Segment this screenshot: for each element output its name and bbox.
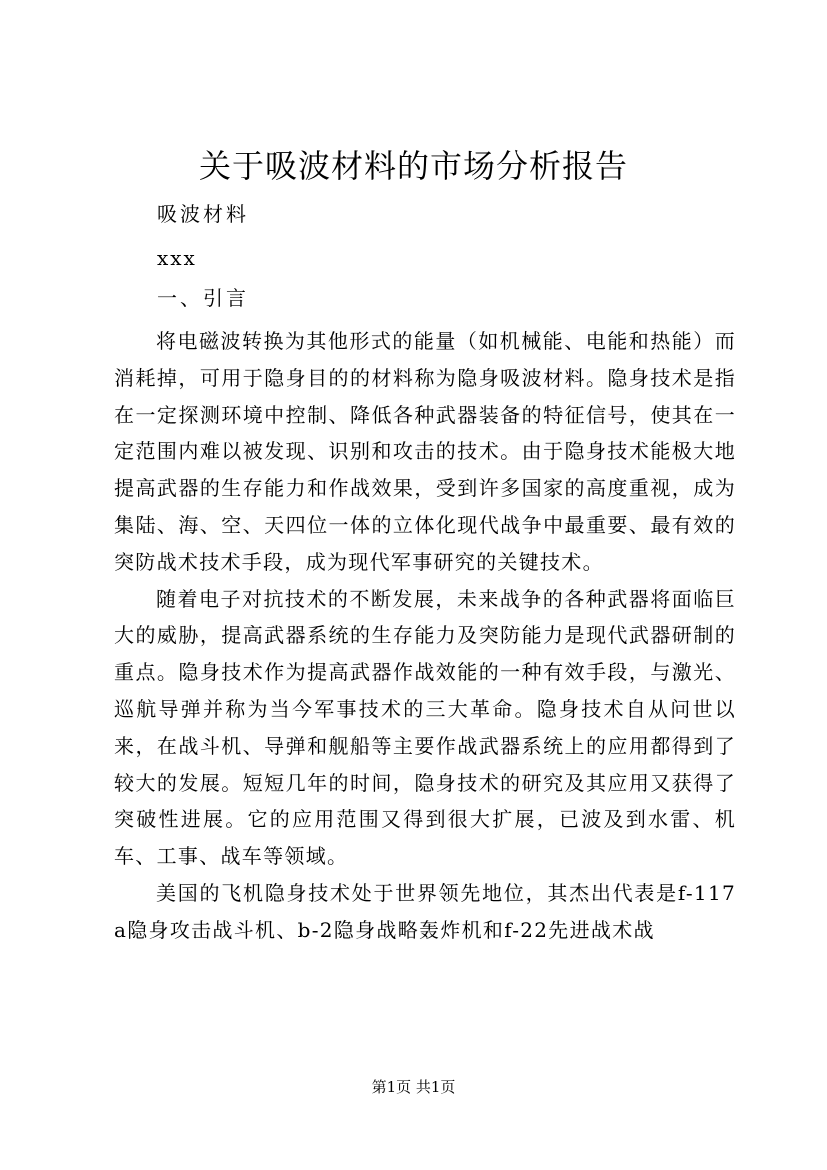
document-title: 关于吸波材料的市场分析报告 <box>198 147 628 185</box>
document-body <box>114 323 736 949</box>
section-heading: 一、引言 <box>157 286 249 310</box>
body-paragraph: 随着电子对抗技术的不断发展，未来战争的各种武器将面临巨大的威胁，提高武器系统的生存能力及突防能力是现代武器研制的重点。隐身技术作为提高武器作战效能的一种有效手段，与激光、巡航导弹并称为当今军事技术的三大革命。隐身技术自从问世以来，在战斗机、导弹和舰船等主要作战武器系统上的应用都得到了较大的发展。短短几年的时间，隐身技术的研究及其应用又获得了突破性进展。它的应用范围又得到很大扩展，已波及到水雷、机车、工事、战车等领域。 <box>114 586 736 869</box>
body-paragraph: 美国的飞机隐身技术处于世界领先地位，其杰出代表是f-117a隐身攻击战斗机、b-2隐身战略轰炸机和f-22先进战术战 <box>114 880 736 942</box>
document-author: xxx <box>157 246 197 270</box>
document-subtitle: 吸波材料 <box>157 202 249 226</box>
body-paragraph: 将电磁波转换为其他形式的能量（如机械能、电能和热能）而消耗掉，可用于隐身目的的材料称为隐身吸波材料。隐身技术是指在一定探测环境中控制、降低各种武器装备的特征信号，使其在一定范围内难以被发现、识别和攻击的技术。由于隐身技术能极大地提高武器的生存能力和作战效果，受到许多国家的高度重视，成为集陆、海、空、天四位一体的立体化现代战争中最重要、最有效的突防战术技术手段，成为现代军事研究的关键技术。 <box>114 329 736 574</box>
page-footer: 第1页 共1页 <box>371 1078 456 1096</box>
